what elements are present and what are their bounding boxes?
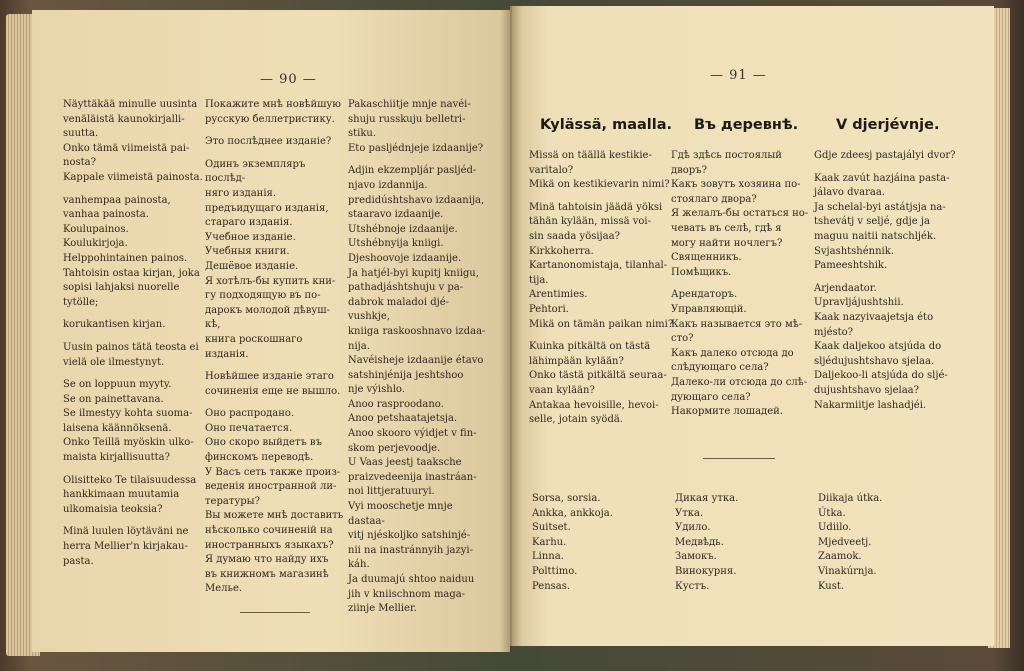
text-line: Ja schelal-byi astátjsja na- — [814, 201, 946, 213]
vocab-russian-column — [675, 492, 815, 594]
text-line: noi littjeratuuryi. — [348, 486, 435, 498]
right-page — [510, 6, 994, 646]
text-line: Svjashtshénnik. — [814, 245, 894, 257]
text-line: сочиненія еще не вышло. — [205, 385, 341, 397]
text-line: praizvedeenija inastráan- — [348, 471, 477, 483]
text-line: Vinakúrnja. — [818, 565, 877, 577]
text-line: Далеко-ли отсюда до слѣ- — [671, 376, 808, 388]
text-line: tija. — [529, 274, 549, 286]
text-line: Я желалъ-бы остаться но- — [671, 208, 809, 220]
text-line: Какъ зовутъ хозяина по- — [671, 179, 801, 191]
text-line: гу подходящую въ по- — [205, 290, 321, 302]
text-line: Sorsa, sorsia. — [532, 493, 601, 504]
text-line: Священникъ. — [671, 252, 742, 264]
section-heading-russian: Въ деревнѣ. — [694, 117, 799, 133]
text-line: кѣ, — [205, 319, 221, 331]
transliteration-column — [348, 98, 488, 617]
text-line: hankkimaan muutamia — [63, 489, 180, 501]
text-line: laisena käännöksenä. — [63, 422, 172, 434]
text-line: Anoo skooro výidjet v fin- — [348, 428, 477, 440]
text-line: чевать въ селѣ, гдѣ я — [671, 222, 782, 234]
text-line: Новѣйшее изданіе этаго — [205, 371, 334, 383]
line-gap — [205, 399, 345, 407]
text-line: Suitset. — [532, 522, 571, 534]
vocab-transliteration-column — [818, 492, 958, 594]
text-line: Медвѣдь. — [675, 536, 724, 548]
text-line: Оно скоро выйдетъ въ — [205, 437, 322, 449]
book-gutter — [500, 6, 522, 652]
text-line: въ книжномъ магазинѣ — [205, 568, 329, 580]
text-line: Мелье. — [205, 583, 243, 595]
page-number: — 90 — — [260, 72, 317, 87]
text-line: Koulukirjoja. — [63, 238, 128, 250]
text-line: Olisitteko Te tilaisuudessa — [63, 474, 197, 486]
text-line: Kappale viimeistä painosta. — [63, 171, 203, 183]
text-line: njavo izdannija. — [348, 179, 428, 191]
text-line: Minä tahtoisin jäädä yöksi — [529, 201, 663, 213]
section-heading-finnish: Kylässä, maalla. — [540, 117, 673, 133]
text-line: Оно распродано. — [205, 408, 295, 420]
text-line: Se ilmestyy kohta suoma- — [63, 408, 193, 420]
text-line: Дикая утка. — [675, 493, 739, 504]
text-line: vanhaa painosta. — [63, 209, 149, 221]
text-line: vanhempaa painosta, — [63, 194, 171, 206]
line-gap — [671, 280, 821, 288]
text-line: Djeshoovoje izdaanije. — [348, 252, 462, 264]
text-line: Utshébnoje izdaanije. — [348, 223, 458, 235]
text-line: Upravljájushtshii. — [814, 297, 904, 309]
text-line: Missä on täällä kestikie- — [529, 150, 652, 161]
text-line: Замокъ. — [675, 551, 717, 563]
text-line: Утка. — [675, 507, 704, 519]
text-line: Pameeshtshik. — [814, 260, 888, 272]
text-line: Это послѣднее изданіе? — [205, 136, 332, 148]
text-line: Я думаю что найду ихъ — [205, 554, 329, 566]
text-line: слѣдующаго села? — [671, 362, 769, 374]
text-line: Pensas. — [532, 580, 571, 592]
text-line: Onko tämä viimeistä pai- — [63, 142, 190, 154]
text-line: nje výishlo. — [348, 384, 405, 396]
text-line: Anoo petshaatajetsja. — [348, 413, 458, 425]
text-line: книга роскошнаго изданія. — [205, 333, 303, 360]
text-line: Kirkkoherra. — [529, 245, 594, 257]
text-line: pasta. — [63, 555, 94, 567]
text-line: Кустъ. — [675, 580, 710, 592]
text-line: Udiilo. — [818, 522, 852, 534]
text-line: Pehtori. — [529, 303, 569, 315]
text-line: nija. — [348, 340, 370, 352]
text-line: Гдѣ здѣсь постоялый — [671, 150, 782, 161]
text-line: Pakaschiitje mnje navéi- — [348, 99, 471, 110]
text-line: suutta. — [63, 128, 99, 140]
text-line: Eto pasljédnjeje izdaanije? — [348, 142, 484, 154]
text-line: tähän kylään, missä voi- — [529, 216, 651, 228]
line-gap — [529, 193, 681, 201]
text-line: korukantisen kirjan. — [63, 319, 166, 331]
text-line: Какъ далеко отсюда до — [671, 347, 794, 359]
text-line: pathadjáshtshuju v pa- — [348, 282, 464, 294]
text-line: Одинъ экземпляръ послѣд- — [205, 158, 306, 185]
text-line: U Vaas jeestj taaksche — [348, 457, 462, 469]
text-line: vushkje, — [348, 311, 390, 323]
text-line: Ja duumajú shtoo naiduu — [348, 574, 475, 585]
text-line: Navéisheje izdaanije étavo — [348, 355, 484, 367]
russian-column — [205, 98, 345, 597]
text-line: Vyi mooschetje mnje dastaa- — [348, 501, 453, 527]
text-line: тературы? — [205, 495, 260, 507]
text-line: vielä ole ilmestynyt. — [63, 356, 165, 368]
text-line: lähimpään kylään? — [529, 355, 624, 367]
text-line: Арендаторъ. — [671, 289, 738, 301]
text-line: selle, jotain syödä. — [529, 414, 623, 426]
text-line: vitj njéskoljko satshinjé- — [348, 530, 471, 542]
text-line: ulkomaisia teoksia? — [63, 503, 163, 515]
text-line: Kuinka pitkältä on tästä — [529, 341, 651, 353]
text-line: maguu naitii natschljék. — [814, 230, 937, 242]
text-line: могу найти ночлегъ? — [671, 237, 783, 249]
divider-rule — [703, 458, 775, 459]
text-line: стоялаго двора? — [671, 193, 757, 205]
text-line: sopisi lahjaksi nuorelle — [63, 282, 180, 294]
line-gap — [205, 127, 345, 135]
left-page — [32, 10, 510, 652]
text-line: Mjedveetj. — [818, 536, 872, 548]
text-line: Linna. — [532, 551, 564, 563]
text-line: Помѣщикъ. — [671, 266, 732, 278]
text-line: Винокурня. — [675, 565, 737, 577]
text-line: staaravo izdaanije. — [348, 209, 444, 221]
text-line: Koulupainos. — [63, 223, 129, 235]
text-line: sin saada yösijaa? — [529, 230, 620, 242]
text-line: tytölle; — [63, 296, 99, 308]
line-gap — [348, 156, 488, 164]
text-line: Kaak nazyivaajetsja éto — [814, 311, 934, 323]
divider-rule — [240, 612, 310, 613]
line-gap — [205, 150, 345, 158]
text-line: Antakaa hevoisille, hevoi- — [529, 399, 659, 411]
text-line: Накормите лошадей. — [671, 406, 783, 418]
vocab-finnish-column — [532, 492, 672, 594]
text-line: predidúshtshavo izdaanija, — [348, 194, 485, 206]
text-line: maista kirjallisuutta? — [63, 452, 171, 464]
text-line: Ankka, ankkoja. — [532, 507, 613, 519]
text-line: Zaamok. — [818, 551, 862, 563]
text-line: Kaak zavút hazjáina pasta- — [814, 172, 950, 184]
text-line: Gdje zdeesj pastajályi dvor? — [814, 150, 956, 161]
text-line: skom perjevoodje. — [348, 442, 441, 454]
text-line: Helppohintainen painos. — [63, 252, 188, 264]
text-line: Удило. — [675, 522, 711, 534]
text-line: Útka. — [818, 507, 846, 519]
text-line: стараго изданія. — [205, 217, 293, 229]
text-line: Дешёвое изданіе. — [205, 260, 299, 272]
text-line: Оно печатается. — [205, 422, 293, 434]
text-line: stiku. — [348, 128, 377, 140]
text-line: Kartanonomistaja, tilanhal- — [529, 260, 668, 272]
text-line: предъидущаго изданія, — [205, 202, 329, 214]
text-line: nosta? — [63, 157, 96, 169]
text-line: Arjendaator. — [814, 282, 877, 294]
text-line: Onko tästä pitkältä seuraa- — [529, 370, 667, 382]
text-line: Polttimo. — [532, 565, 578, 577]
text-line: Учебное изданіе. — [205, 231, 296, 243]
text-line: dujushtshavo sjelaa? — [814, 384, 919, 396]
text-line: дарокъ молодой дѣвуш- — [205, 304, 330, 316]
text-line: Управляющій. — [671, 303, 747, 315]
text-line: nii na inastránnyih jazyi- — [348, 544, 473, 556]
text-line: Какъ называется это мѣ- — [671, 318, 803, 330]
text-line: herra Mellier'n kirjakau- — [63, 541, 188, 553]
text-line: иностранныхъ языкахъ? — [205, 539, 334, 551]
text-line: vaan kylään? — [529, 384, 595, 396]
text-line: Se on painettavana. — [63, 393, 164, 405]
text-line: Adjin ekzempljár pasljéd- — [348, 165, 477, 177]
text-line: Minä luulen löytäväni ne — [63, 526, 189, 538]
text-line: У Васъ сеть также произ- — [205, 466, 341, 478]
text-line: sljédujushtshavo sjelaa. — [814, 355, 935, 367]
text-line: dabrok maladoi djé- — [348, 296, 450, 308]
text-line: Вы можете мнѣ доставить — [205, 510, 344, 522]
text-line: няго изданія. — [205, 187, 277, 199]
text-line: Karhu. — [532, 536, 567, 548]
line-gap — [205, 362, 345, 370]
text-line: дующаго села? — [671, 391, 751, 403]
text-line: venäläistä kaunokirjalli- — [63, 113, 185, 125]
text-line: tshevátj v seljé, gdje ja — [814, 216, 930, 228]
text-line: сто? — [671, 333, 694, 345]
text-line: Учебныя книги. — [205, 246, 290, 258]
text-line: satshinjénija jeshtshoo — [348, 369, 464, 381]
text-line: Onko Teillä myöskin ulko- — [63, 437, 194, 449]
text-line: Mikä on tämän paikan nimi? — [529, 318, 674, 330]
text-line: нѣсколько сочиненій на — [205, 525, 333, 537]
text-line: Tahtoisin ostaa kirjan, joka — [63, 267, 200, 279]
text-line: Uusin painos tätä teosta ei — [63, 341, 199, 353]
text-line: Kaak daljekoo atsjúda do — [814, 341, 942, 353]
russian-column — [671, 149, 821, 420]
section-heading-transliteration: V djerjévnje. — [836, 117, 940, 133]
text-line: varitalo? — [529, 164, 574, 176]
text-line: Diikaja útka. — [818, 493, 883, 504]
text-line: Mikä on kestikievarin nimi? — [529, 179, 670, 191]
text-line: jálavo dvaraa. — [814, 187, 885, 199]
transliteration-column — [814, 149, 964, 413]
text-line: ziinje Mellier. — [348, 603, 417, 615]
line-gap — [814, 274, 964, 282]
text-line: Se on loppuun myyty. — [63, 379, 172, 391]
text-line: финскомъ переводѣ. — [205, 452, 314, 464]
finnish-column — [529, 149, 681, 428]
text-line: káh. — [348, 559, 370, 571]
text-line: Arentimies. — [529, 289, 588, 301]
text-line: Покажите мнѣ новѣйшую — [205, 99, 341, 110]
text-line: shuju russkuju belletri- — [348, 113, 466, 125]
text-line: Näyttäkää minulle uusinta — [63, 99, 198, 110]
text-line: Kust. — [818, 580, 845, 592]
text-line: Utshébnyija kniigi. — [348, 238, 444, 250]
text-line: веденія иностранной ли- — [205, 481, 337, 493]
text-line: kniiga raskooshnavo izdaa- — [348, 325, 486, 337]
text-line: Ja hatjél-byi kupitj kniigu, — [348, 267, 479, 279]
text-line: Daljekoo-li atsjúda do sljé- — [814, 370, 948, 382]
page-number: — 91 — — [710, 68, 767, 83]
line-gap — [814, 164, 964, 172]
text-line: дворъ? — [671, 164, 707, 176]
text-line: Anoo rasproodano. — [348, 398, 444, 410]
text-line: русскую беллетристику. — [205, 113, 335, 125]
text-line: jih v kniischnom maga- — [348, 588, 466, 600]
line-gap — [529, 332, 681, 340]
text-line: Nakarmiitje lashadjéi. — [814, 399, 927, 411]
text-line: Я хотѣлъ-бы купить кни- — [205, 275, 336, 287]
text-line: mjésto? — [814, 326, 854, 338]
